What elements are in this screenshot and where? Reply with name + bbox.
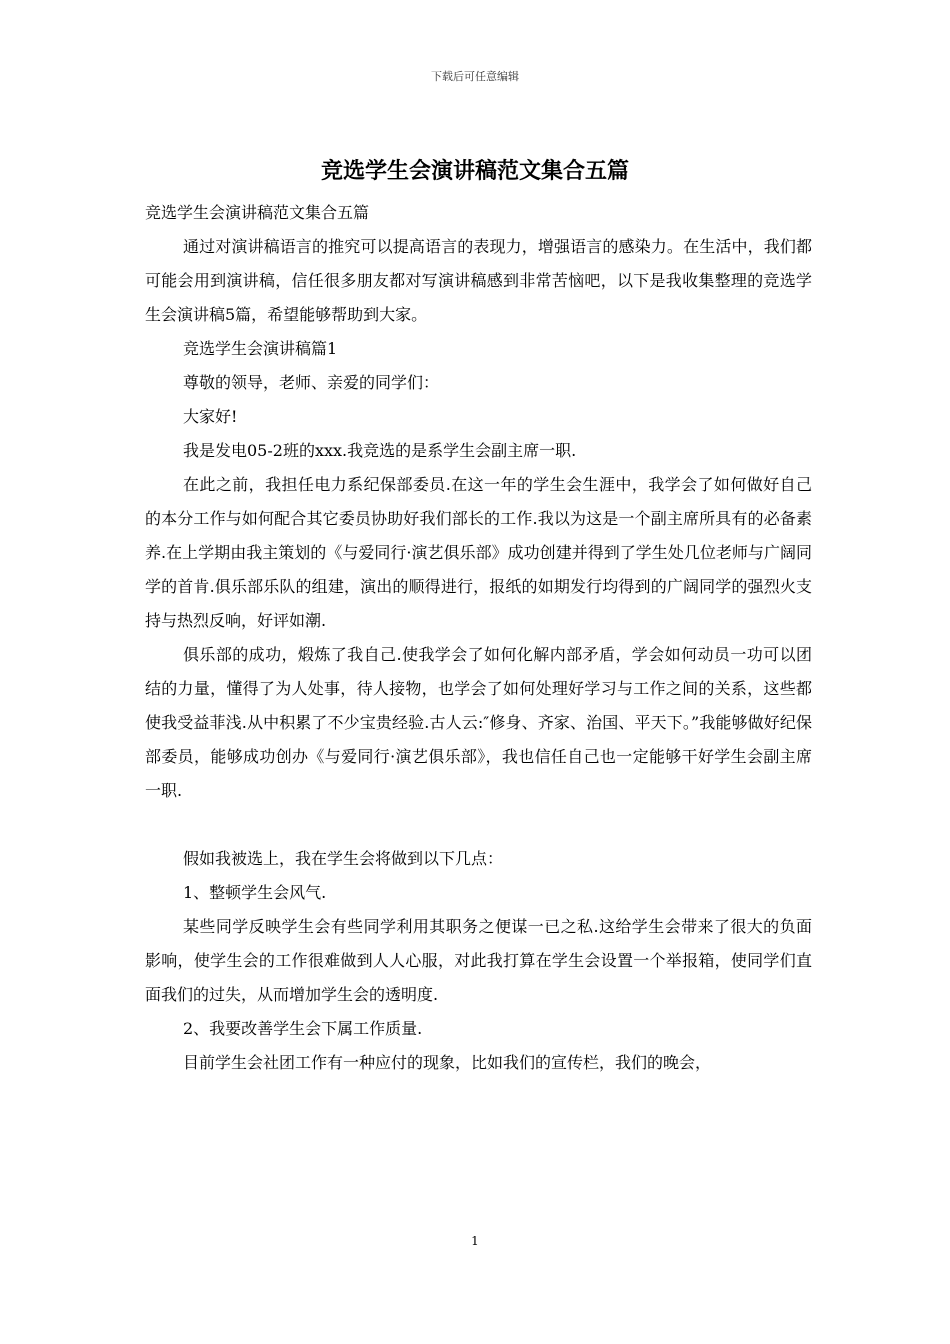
body-paragraph: 某些同学反映学生会有些同学利用其职务之便谋一已之私.这给学生会带来了很大的负面影响，使学生会的工作很难做到人人心服，对此我打算在学生会设置一个举报箱，使同学们直面我们的过失，从而增加学生会的透明度. [145, 917, 812, 1004]
section-heading: 竞选学生会演讲稿篇1 [183, 339, 338, 358]
body-paragraph: 目前学生会社团工作有一种应付的现象，比如我们的宣传栏，我们的晚会， [183, 1053, 712, 1072]
subtitle-paragraph: 竞选学生会演讲稿范文集合五篇 [145, 203, 370, 222]
document-body [145, 196, 812, 1080]
blank-line [145, 808, 812, 842]
greeting-paragraph: 大家好! [183, 407, 238, 426]
salutation-paragraph: 尊敬的领导，老师、亲爱的同学们： [183, 373, 440, 392]
list-item-heading: 1、整顿学生会风气. [183, 883, 327, 902]
page-header-note: 下载后可任意编辑 [431, 70, 519, 83]
page-number: 1 [471, 1234, 479, 1248]
intro-paragraph: 通过对演讲稿语言的推究可以提高语言的表现力，增强语言的感染力。在生活中，我们都可能会用到演讲稿，信任很多朋友都对写演讲稿感到非常苦恼吧，以下是我收集整理的竞选学生会演讲稿5篇，希望能够帮助到大家。 [145, 237, 812, 324]
document-title: 竞选学生会演讲稿范文集合五篇 [320, 158, 629, 184]
body-paragraph: 俱乐部的成功，煅炼了我自己.使我学会了如何化解内部矛盾，学会如何动员一功可以团结的力量，懂得了为人处事，待人接物，也学会了如何处理好学习与工作之间的关系，这些都使我受益菲浅.从中积累了不少宝贵经验.古人云:″修身、齐家、治国、平天下。”我能够做好纪保部委员，能够成功创办《与爱同行·演艺俱乐部》，我也信任自己也一定能够干好学生会副主席一职. [145, 645, 812, 800]
body-paragraph: 假如我被选上，我在学生会将做到以下几点： [183, 849, 504, 868]
list-item-heading: 2、我要改善学生会下属工作质量. [183, 1019, 423, 1038]
body-paragraph: 在此之前，我担任电力系纪保部委员.在这一年的学生会生涯中，我学会了如何做好自己的本分工作与如何配合其它委员协助好我们部长的工作.我以为这是一个副主席所具有的必备素养.在上学期由我主策划的《与爱同行·演艺俱乐部》成功创建并得到了学生处几位老师与广阔同学的首肯.俱乐部乐队的组建，演出的顺得进行，报纸的如期发行均得到的广阔同学的强烈火支持与热烈反响，好评如潮. [145, 475, 812, 630]
body-paragraph: 我是发电05-2班的xxx.我竞选的是系学生会副主席一职. [183, 441, 577, 460]
